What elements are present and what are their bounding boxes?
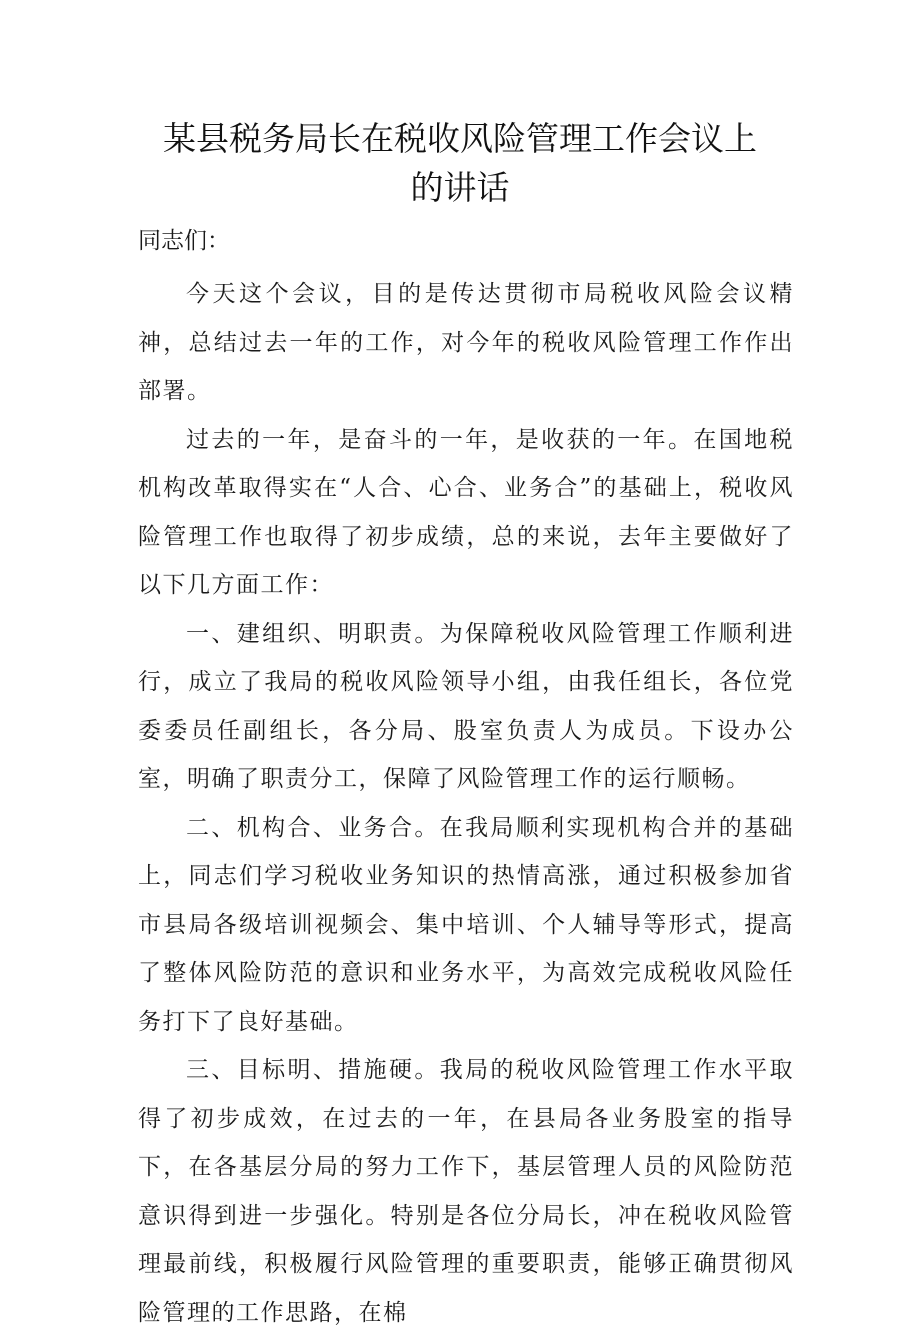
salutation: 同志们： — [138, 228, 230, 254]
paragraph-item-3: 三、目标明、措施硬。我局的税收风险管理工作水平取得了初步成效，在过去的一年，在县局各业务股室的指导下，在各基层分局的努力工作下，基层管理人员的风险防范意识得到进一步强化。特别是各位分局长，冲在税收风险管理最前线，积极履行风险管理的重要职责，能够正确贯彻风险管理的工作思路，在棉 — [138, 1057, 794, 1326]
paragraph-item-1: 一、建组织、明职责。为保障税收风险管理工作顺利进行，成立了我局的税收风险领导小组，由我任组长，各位党委委员任副组长，各分局、股室负责人为成员。下设办公室，明确了职责分工，保障了风险管理工作的运行顺畅。 — [138, 620, 794, 792]
document-title-line-1: 某县税务局长在税收风险管理工作会议上 — [163, 119, 757, 158]
paragraph-review: 过去的一年，是奋斗的一年，是收获的一年。在国地税机构改革取得实在“人合、心合、业务合”的基础上，税收风险管理工作也取得了初步成绩，总的来说，去年主要做好了以下几方面工作： — [138, 426, 794, 598]
paragraph-intro: 今天这个会议，目的是传达贯彻市局税收风险会议精神，总结过去一年的工作，对今年的税收风险管理工作作出部署。 — [138, 281, 794, 404]
paragraph-item-2: 二、机构合、业务合。在我局顺利实现机构合并的基础上，同志们学习税收业务知识的热情高涨，通过积极参加省市县局各级培训视频会、集中培训、个人辅导等形式，提高了整体风险防范的意识和业务水平，为高效完成税收风险任务打下了良好基础。 — [138, 814, 794, 1035]
document-title-line-2: 的讲话 — [410, 168, 510, 207]
document-body — [138, 270, 794, 1337]
